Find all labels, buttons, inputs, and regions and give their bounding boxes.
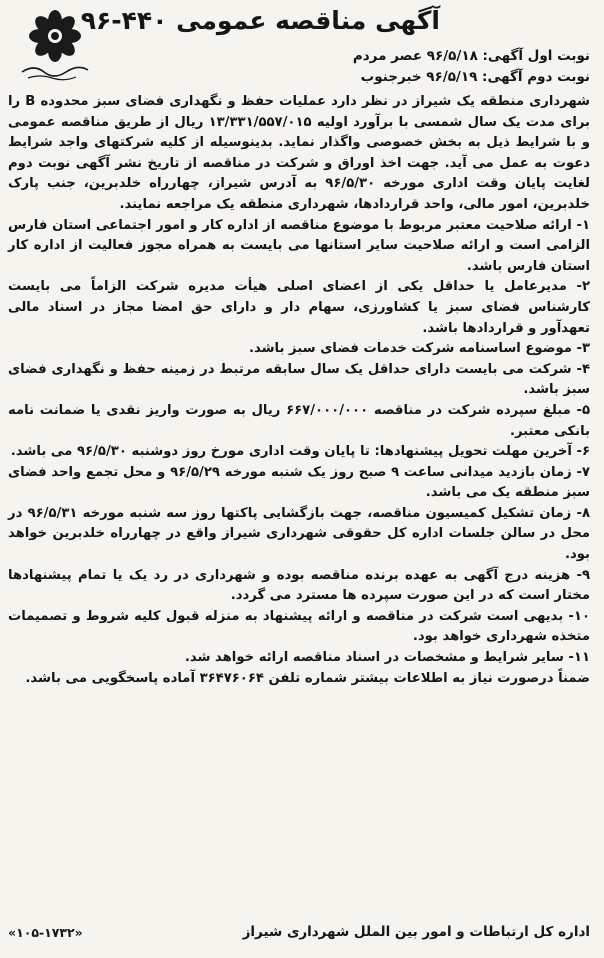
signature-line [8,924,590,940]
condition-item: ۱۱- سایر شرایط و مشخصات در اسناد مناقصه ارائه خواهد شد. [184,650,590,666]
condition-item: ۷- زمان بازدید میدانی ساعت ۹ صبح روز یک شنبه مورخه ۹۶/۵/۲۹ و محل تجمع واحد فضای سبز منطقه یک می باشد. [8,464,590,501]
shiraz-municipality-flower-logo-icon [14,6,96,84]
issuing-office: اداره کل ارتباطات و امور بین الملل شهرداری شیراز [242,924,590,940]
notice-dates [353,46,590,88]
condition-item: ۱۰- بدیهی است شرکت در مناقصه و ارائه پیشنهاد به منزله قبول کلیه شروط و تصمیمات متخذه شهرداری خواهد بود. [8,608,590,645]
condition-item: ۹- هزینه درج آگهی به عهده برنده مناقصه بوده و شهرداری در رد یک یا تمام پیشنهادها مختار است که در این صورت سپرده ها مسترد می گردد. [8,567,590,604]
condition-item: ۲- مدیرعامل یا حداقل یکی از اعضای اصلی هیأت مدیره شرکت الزاماً می بایست کارشناس فضای سبز یا کشاورزی، سهام دار و دارای حق امضا مجاز در اسناد مالی تعهدآور و قراردادها باشد. [8,279,590,336]
condition-item: ۶- آخرین مهلت تحویل پیشنهادها: تا پایان وقت اداری مورخ روز دوشنبه ۹۶/۵/۳۰ می باشد. [10,444,590,460]
notice-title: آگهی مناقصه عمومی ۴۴۰-۹۶ [80,6,440,35]
second-notice-date: نوبت دوم آگهی: ۹۶/۵/۱۹ خبرجنوب [360,69,590,85]
condition-item: ۸- زمان تشکیل کمیسیون مناقصه، جهت بازگشایی پاکتها روز سه شنبه مورخه ۹۶/۵/۳۱ در محل در سالن جلسات اداره کل حقوقی شهرداری شیراز واقع در چهارراه خلدبرین خواهد بود. [8,505,590,563]
intro-paragraph: شهرداری منطقه یک شیراز در نظر دارد عملیات حفظ و نگهداری فضای سبز محدوده B را برای مدت یک سال شمسی با برآورد اولیه ۱۳/۳۳۱/۵۵۷/۰۱۵ ریال از طریق مناقصه عمومی و با شرایط ذیل به بخش خصوصی واگذار نماید. بدینوسیله از کلیه شرکتهای واجد شرایط دعوت به عمل می آید. جهت اخذ اوراق و شرکت در مناقصه از تاریخ نشر آگهی نوبت دوم لغایت پایان وقت اداری مورخه ۹۶/۵/۳۰ به آدرس شیراز، چهارراه خلدبرین، جنب پارک خلدبرین، امور مالی، واحد قراردادها، شهرداری منطقه یک مراجعه نمایند. [8,94,590,212]
condition-item: ۵- مبلغ سپرده شرکت در مناقصه ۶۶۷/۰۰۰/۰۰۰ ریال به صورت واریز نقدی یا ضمانت نامه بانکی معتبر. [8,402,590,439]
condition-item: ۴- شرکت می بایست دارای حداقل یک سال سابقه مرتبط در زمینه حفظ و نگهداری فضای سبز باشد. [8,361,590,398]
reference-code: «۱۰۵-۱۷۳۲» [8,924,83,940]
condition-item: ۱- ارائه صلاحیت معتبر مربوط با موضوع مناقصه از اداره کار و امور اجتماعی استان فارس الزامی است و ارائه صلاحیت سایر استانها می بایست به همراه مجوز فعالیت از اداره کار استان فارس باشد. [8,217,590,274]
notice-header [8,4,590,92]
first-notice-date: نوبت اول آگهی: ۹۶/۵/۱۸ عصر مردم [352,48,590,64]
contact-note: ضمناً درصورت نیاز به اطلاعات بیشتر شماره تلفن ۳۶۴۷۶۰۶۴ آماده پاسخگویی می باشد. [25,670,590,686]
notice-body [8,92,590,689]
condition-item: ۳- موضوع اساسنامه شرکت خدمات فضای سبز باشد. [248,341,590,357]
